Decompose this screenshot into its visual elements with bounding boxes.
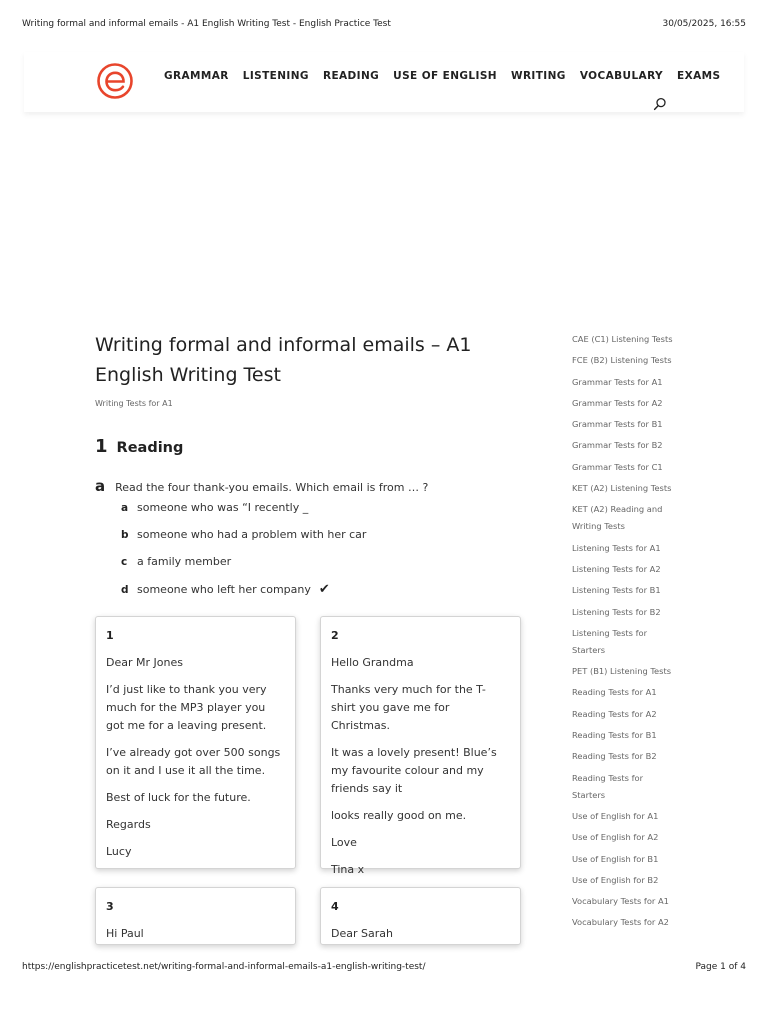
sidebar-link[interactable]: Reading Tests for A1 bbox=[572, 687, 657, 698]
option-text: someone who had a problem with her car bbox=[137, 528, 367, 541]
email-paragraph: Thanks very much for the T-shirt you gave me for Christmas. bbox=[331, 683, 486, 732]
email-number: 2 bbox=[331, 629, 339, 642]
option-d[interactable] bbox=[121, 582, 525, 609]
option-letter: d bbox=[121, 584, 129, 596]
option-c[interactable] bbox=[121, 555, 525, 582]
print-datetime: 30/05/2025, 16:55 bbox=[662, 19, 746, 29]
nav-writing[interactable]: WRITING bbox=[510, 70, 566, 82]
sidebar-link[interactable]: FCE (B2) Listening Tests bbox=[572, 355, 672, 366]
sidebar-categories bbox=[572, 331, 742, 936]
option-b[interactable] bbox=[121, 528, 525, 555]
question-text: Read the four thank-you emails. Which email is from … ? bbox=[115, 481, 429, 494]
option-text: someone who left her company bbox=[137, 583, 311, 596]
email-paragraph: It was a lovely present! Blue’s my favourite colour and my friends say it bbox=[331, 746, 497, 795]
email-card-4 bbox=[320, 887, 521, 945]
email-number: 3 bbox=[106, 900, 114, 913]
nav-grammar[interactable]: GRAMMAR bbox=[164, 70, 229, 82]
option-text: someone who was “I recently _ bbox=[137, 501, 309, 514]
sidebar-link[interactable]: Listening Tests for A1 bbox=[572, 542, 661, 553]
sidebar-link[interactable]: Grammar Tests for A1 bbox=[572, 376, 663, 387]
sidebar-link[interactable]: Use of English for B2 bbox=[572, 874, 659, 885]
email-paragraph: Love bbox=[331, 836, 357, 849]
print-header bbox=[22, 19, 746, 33]
email-paragraph: Dear Sarah bbox=[331, 927, 393, 940]
email-paragraph: Hello Grandma bbox=[331, 656, 414, 669]
nav-reading[interactable]: READING bbox=[322, 70, 380, 82]
sidebar-link[interactable]: CAE (C1) Listening Tests bbox=[572, 334, 673, 344]
sidebar-link[interactable]: Listening Tests for B2 bbox=[572, 606, 661, 617]
sidebar-link[interactable]: Use of English for A1 bbox=[572, 810, 659, 821]
section-number: 1 bbox=[95, 436, 108, 457]
sidebar-link[interactable]: Reading Tests for B1 bbox=[572, 730, 657, 741]
email-paragraph: Tina x bbox=[331, 863, 365, 876]
email-card-2 bbox=[320, 616, 521, 876]
email-number: 1 bbox=[106, 629, 114, 642]
print-page-number: Page 1 of 4 bbox=[695, 962, 746, 972]
search-icon[interactable] bbox=[653, 97, 667, 111]
sidebar-link[interactable]: Vocabulary Tests for A1 bbox=[572, 896, 669, 907]
option-text: a family member bbox=[137, 555, 232, 568]
option-letter: b bbox=[121, 529, 129, 541]
site-header bbox=[24, 52, 744, 112]
sidebar-link[interactable]: Grammar Tests for C1 bbox=[572, 461, 663, 472]
main-nav bbox=[164, 70, 734, 82]
email-number: 4 bbox=[331, 900, 339, 913]
sidebar-link[interactable]: PET (B1) Listening Tests bbox=[572, 666, 672, 677]
email-card-1 bbox=[95, 616, 296, 869]
email-paragraph: Regards bbox=[106, 818, 151, 831]
category-link[interactable]: Writing Tests for A1 bbox=[95, 399, 173, 408]
nav-use-of-english[interactable]: USE OF ENGLISH bbox=[393, 70, 497, 82]
sidebar-link[interactable]: Listening Tests for Starters bbox=[572, 627, 648, 655]
sidebar-link[interactable]: Reading Tests for Starters bbox=[572, 772, 644, 800]
option-letter: a bbox=[121, 502, 129, 514]
sidebar-link[interactable]: Listening Tests for B1 bbox=[572, 585, 661, 596]
email-paragraph: I’ve already got over 500 songs on it and I use it all the time. bbox=[106, 746, 281, 777]
email-paragraph: I’d just like to thank you very much for the MP3 player you got me for a leaving present. bbox=[106, 683, 267, 732]
email-paragraph: looks really good on me. bbox=[331, 809, 467, 822]
page-title: Writing formal and informal emails – A1 English Writing Test bbox=[95, 334, 472, 386]
print-footer bbox=[22, 962, 746, 976]
sidebar-link[interactable]: Use of English for A2 bbox=[572, 832, 659, 843]
email-paragraph: Best of luck for the future. bbox=[106, 791, 251, 804]
article bbox=[95, 330, 525, 609]
sidebar-link[interactable]: Grammar Tests for A2 bbox=[572, 397, 663, 408]
print-page-title: Writing formal and informal emails - A1 English Writing Test - English Practice Test bbox=[22, 19, 391, 29]
print-url: https://englishpracticetest.net/writing-formal-and-informal-emails-a1-english-writing-test/ bbox=[22, 962, 426, 972]
option-letter: c bbox=[121, 556, 128, 568]
sidebar-link[interactable]: KET (A2) Reading and Writing Tests bbox=[572, 504, 663, 532]
email-paragraph: Hi Paul bbox=[106, 927, 144, 940]
nav-exams[interactable]: EXAMS bbox=[677, 70, 721, 82]
section-heading bbox=[95, 436, 525, 457]
sidebar-link[interactable]: Grammar Tests for B1 bbox=[572, 419, 663, 430]
nav-listening[interactable]: LISTENING bbox=[242, 70, 309, 82]
sidebar-link[interactable]: Vocabulary Tests for A2 bbox=[572, 917, 669, 928]
sidebar-link[interactable]: KET (A2) Listening Tests bbox=[572, 483, 672, 494]
email-card-3 bbox=[95, 887, 296, 945]
question bbox=[95, 477, 525, 495]
e-logo-icon[interactable] bbox=[96, 62, 134, 100]
option-a[interactable] bbox=[121, 501, 525, 528]
section-title: Reading bbox=[116, 440, 184, 456]
email-paragraph: Lucy bbox=[106, 845, 132, 858]
nav-vocabulary[interactable]: VOCABULARY bbox=[579, 70, 663, 82]
email-paragraph: Dear Mr Jones bbox=[106, 656, 183, 669]
checkmark-icon: ✔ bbox=[318, 582, 330, 597]
sidebar-link[interactable]: Listening Tests for A2 bbox=[572, 563, 661, 574]
answer-options bbox=[95, 501, 525, 609]
sidebar-link[interactable]: Grammar Tests for B2 bbox=[572, 440, 663, 451]
sidebar-link[interactable]: Reading Tests for A2 bbox=[572, 708, 657, 719]
sidebar-link[interactable]: Reading Tests for B2 bbox=[572, 751, 657, 762]
question-letter: a bbox=[95, 477, 106, 495]
sidebar-link[interactable]: Use of English for B1 bbox=[572, 853, 659, 864]
